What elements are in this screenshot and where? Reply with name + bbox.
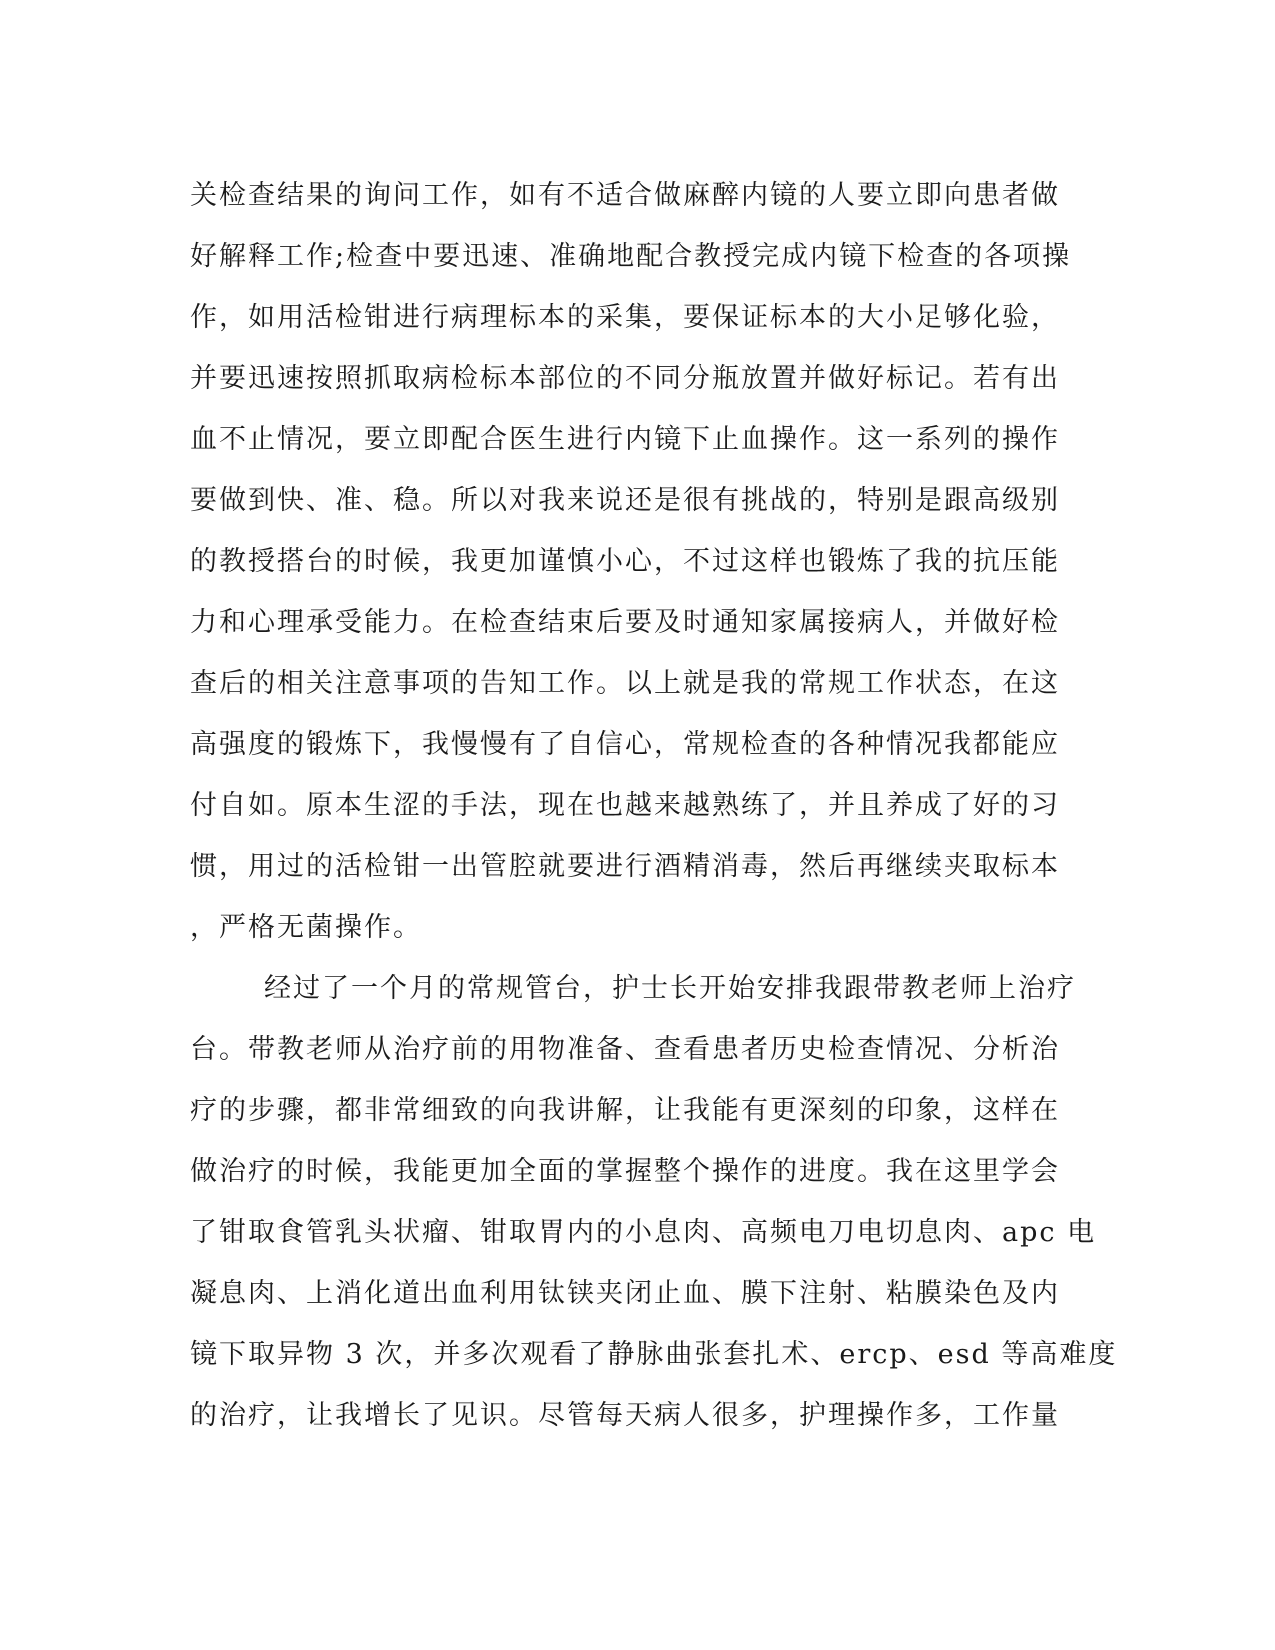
text-line: 了钳取食管乳头状瘤、钳取胃内的小息肉、高频电刀电切息肉、apc 电 xyxy=(190,1217,1097,1248)
text-line: 好解释工作;检查中要迅速、准确地配合教授完成内镜下检查的各项操 xyxy=(190,241,1072,272)
text-line: 要做到快、准、稳。所以对我来说还是很有挑战的，特别是跟高级别 xyxy=(190,485,1060,516)
text-line: 做治疗的时候，我能更加全面的掌握整个操作的进度。我在这里学会 xyxy=(190,1156,1060,1187)
text-line: 的治疗，让我增长了见识。尽管每天病人很多，护理操作多，工作量 xyxy=(190,1400,1060,1431)
text-line: 关检查结果的询问工作，如有不适合做麻醉内镜的人要立即向患者做 xyxy=(190,180,1060,211)
document-body xyxy=(190,165,1118,1446)
text-line: 的教授搭台的时候，我更加谨慎小心，不过这样也锻炼了我的抗压能 xyxy=(190,546,1060,577)
text-line: 凝息肉、上消化道出血利用钛铗夹闭止血、膜下注射、粘膜染色及内 xyxy=(190,1278,1060,1309)
text-line: 血不止情况，要立即配合医生进行内镜下止血操作。这一系列的操作 xyxy=(190,424,1060,455)
text-line: 作，如用活检钳进行病理标本的采集，要保证标本的大小足够化验， xyxy=(190,302,1060,333)
text-line: 疗的步骤，都非常细致的向我讲解，让我能有更深刻的印象，这样在 xyxy=(190,1095,1060,1126)
text-line: 查后的相关注意事项的告知工作。以上就是我的常规工作状态，在这 xyxy=(190,668,1060,699)
text-line: 镜下取异物 3 次，并多次观看了静脉曲张套扎术、ercp、esd 等高难度 xyxy=(190,1339,1118,1370)
text-line: 惯，用过的活检钳一出管腔就要进行酒精消毒，然后再继续夹取标本 xyxy=(190,851,1060,882)
text-line: 并要迅速按照抓取病检标本部位的不同分瓶放置并做好标记。若有出 xyxy=(190,363,1060,394)
text-line: 台。带教老师从治疗前的用物准备、查看患者历史检查情况、分析治 xyxy=(190,1034,1060,1065)
text-line: 付自如。原本生涩的手法，现在也越来越熟练了，并且养成了好的习 xyxy=(190,790,1060,821)
paragraph-1 xyxy=(190,165,1090,958)
paragraph-2 xyxy=(190,958,1118,1446)
text-line-indented: 经过了一个月的常规管台，护士长开始安排我跟带教老师上治疗 xyxy=(264,973,1076,1004)
text-line: ，严格无菌操作。 xyxy=(190,912,422,943)
text-line: 高强度的锻炼下，我慢慢有了自信心，常规检查的各种情况我都能应 xyxy=(190,729,1060,760)
text-line: 力和心理承受能力。在检查结束后要及时通知家属接病人，并做好检 xyxy=(190,607,1060,638)
